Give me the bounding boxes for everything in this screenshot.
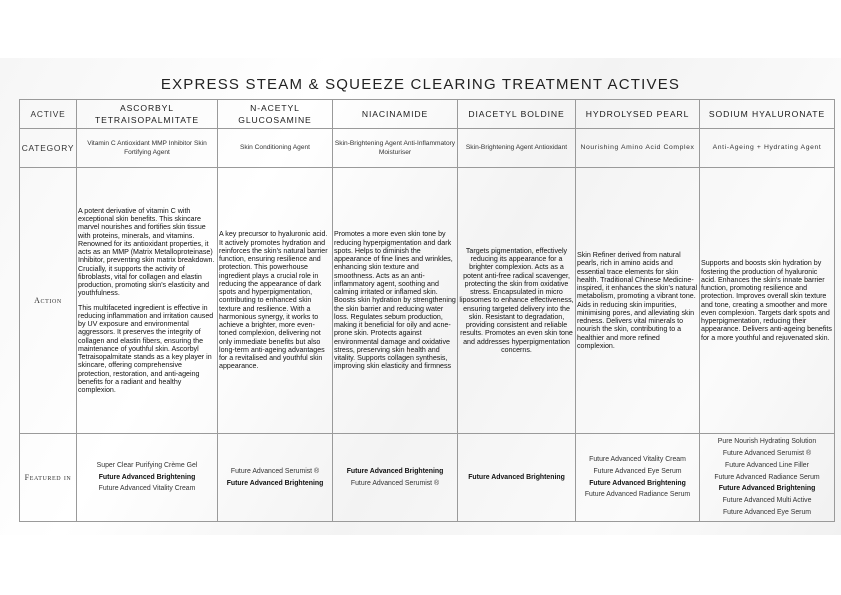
action-row	[20, 168, 835, 434]
category-row	[20, 129, 835, 168]
featured-product: Future Advanced Serumist ®	[230, 467, 320, 475]
column-header: SODIUM HYALURONATE	[700, 100, 835, 129]
row-label-active: ACTIVE	[20, 100, 77, 129]
action-cell	[458, 168, 576, 434]
featured-product: Pure Nourish Hydrating Solution	[717, 438, 817, 446]
featured-product: Future Advanced Eye Serum	[593, 467, 682, 475]
action-paragraph: This multifaceted ingredient is effective in reducing inflammation and irritation caused by UV exposure and environmental aggressors. It preserves the integrity of collagen and elastin fibers, ensuring the maintenance of youthful skin. Ascorbyl Tetraisopalmitate stands as a key player in skincare, offering comprehensive protection, restoration, and anti-ageing benefits for a radiant and healthy complexion.	[78, 303, 214, 394]
featured-product: Future Advanced Serumist ®	[350, 479, 440, 487]
column-header: HYDROLYSED PEARL	[576, 100, 700, 129]
column-header: DIACETYL BOLDINE	[458, 100, 576, 129]
category-cell: Skin Conditioning Agent	[218, 129, 333, 168]
featured-cell	[218, 434, 333, 522]
column-header: ASCORBYL TETRAISOPALMITATE	[77, 100, 218, 129]
featured-product: Future Advanced Eye Serum	[722, 508, 812, 516]
featured-row	[20, 434, 835, 522]
featured-product: Future Advanced Brightening	[226, 479, 324, 487]
actives-table	[19, 99, 835, 522]
action-paragraph: Promotes a more even skin tone by reducing hyperpigmentation and dark spots. Helps to diminish the appearance of fine lines and wrinkles, enhancing skin texture and smoothness. Acts as an anti-inflammatory agent, soothing and calming irritated or inflamed skin. Boosts skin hydration by strengthening the skin barrier and reducing water loss. Regulates sebum production, making it beneficial for oily and acne-prone skin. Protects against environmental damage and oxidative stress, preserving skin health and vitality. Supports collagen synthesis, improving skin elasticity and firmness	[334, 230, 456, 371]
action-cell	[218, 168, 333, 434]
action-paragraph: A potent derivative of vitamin C with exceptional skin benefits. This skincare marvel nourishes and fortifies skin tissue with proteins, minerals, and vitamins. Renowned for its antioxidant properties, it acts as an MMP (Matrix Metalloproteinase) Inhibitor, preventing skin matrix breakdown. Crucially, it supports the activity of fibroblasts, vital for collagen and elastin production, promoting skin's elasticity and youthfulness.	[78, 206, 215, 298]
featured-cell	[333, 434, 458, 522]
featured-product: Future Advanced Serumist ®	[722, 450, 812, 457]
featured-product: Future Advanced Brightening	[98, 473, 196, 481]
column-header: NIACINAMIDE	[333, 100, 458, 129]
page-title: EXPRESS STEAM & SQUEEZE CLEARING TREATMENT ACTIVES	[160, 76, 681, 93]
action-cell	[77, 168, 218, 434]
featured-product: Future Advanced Brightening	[468, 473, 565, 481]
category-cell: Skin-Brightening Agent Anti-Inflammatory Moisturiser	[333, 129, 458, 168]
featured-product: Future Advanced Brightening	[346, 467, 444, 475]
featured-product: Future Advanced Brightening	[589, 479, 686, 487]
row-label-category: CATEGORY	[20, 129, 77, 168]
featured-cell	[576, 434, 700, 522]
action-cell	[700, 168, 835, 434]
category-cell: Vitamin C Antioxidant MMP Inhibitor Skin Fortifying Agent	[77, 129, 218, 168]
featured-cell	[458, 434, 576, 522]
action-cell	[333, 168, 458, 434]
header-row	[20, 100, 835, 129]
featured-product: Future Advanced Brightening	[718, 485, 816, 493]
featured-cell	[700, 434, 835, 522]
action-paragraph: Targets pigmentation, effectively reducing its appearance for a brighter complexion. Acts as a potent anti-free radical scavenger, protecting the skin from oxidative stress. Encapsulated in micro liposomes to enhance effectiveness, ensuring targeted delivery into the skin. Resistant to degradation, providing consistent and reliable results. Promotes an even skin tone and addresses hyperpigmentation concerns.	[459, 246, 574, 354]
action-cell	[576, 168, 700, 434]
column-header: N-ACETYL GLUCOSAMINE	[218, 100, 333, 129]
action-paragraph: A key precursor to hyaluronic acid. It actively promotes hydration and reinforces the skin's natural barrier function, ensuring resilience and protection. This powerhouse ingredient plays a crucial role in reducing the appearance of dark spots and hyperpigmentation, contributing to enhanced skin texture and resilience. With a harmonious synergy, it works to achieve a brighter, more even-toned complexion, delivering not only immediate benefits but also long-term anti-ageing advantages for a revitalised and youthful skin appearance.	[219, 230, 328, 371]
featured-product: Future Advanced Vitality Cream	[98, 485, 196, 493]
row-label-action: Action	[20, 168, 77, 434]
action-paragraph: Skin Refiner derived from natural pearls, rich in amino acids and essential trace elements for skin health. Traditional Chinese Medicine-inspired, it enhances the skin's natural metabolism, promoting a vibrant tone. Aids in reducing skin impurities, minimising pores, and alleviating skin redness. Delivers vital minerals to nourish the skin, contributing to a healthier and more refined complexion.	[577, 251, 698, 350]
featured-product: Future Advanced Radiance Serum	[714, 473, 820, 481]
category-cell: Skin-Brightening Agent Antioxidant	[458, 129, 576, 168]
row-label-featured: Featured in	[20, 434, 77, 522]
featured-product: Super Clear Purifying Crème Gel	[96, 461, 198, 469]
featured-product: Future Advanced Multi Active	[722, 497, 812, 505]
featured-product: Future Advanced Radiance Serum	[584, 491, 691, 499]
featured-cell	[77, 434, 218, 522]
action-paragraph: Supports and boosts skin hydration by fostering the production of hyaluronic acid. Enhances the skin's innate barrier function, promoting resilience and protection. Improves overall skin texture and tone, creating a smoother and more even complexion. Targets dark spots and hyperpigmentation, reducing their appearance. Delivers anti-ageing benefits for a more youthful and rejuvenated skin.	[701, 259, 832, 342]
featured-product: Future Advanced Vitality Cream	[589, 455, 686, 463]
category-cell: Nourishing Amino Acid Complex	[576, 129, 700, 168]
category-cell: Anti-Ageing + Hydrating Agent	[700, 129, 835, 168]
featured-product: Future Advanced Line Filler	[725, 461, 809, 469]
